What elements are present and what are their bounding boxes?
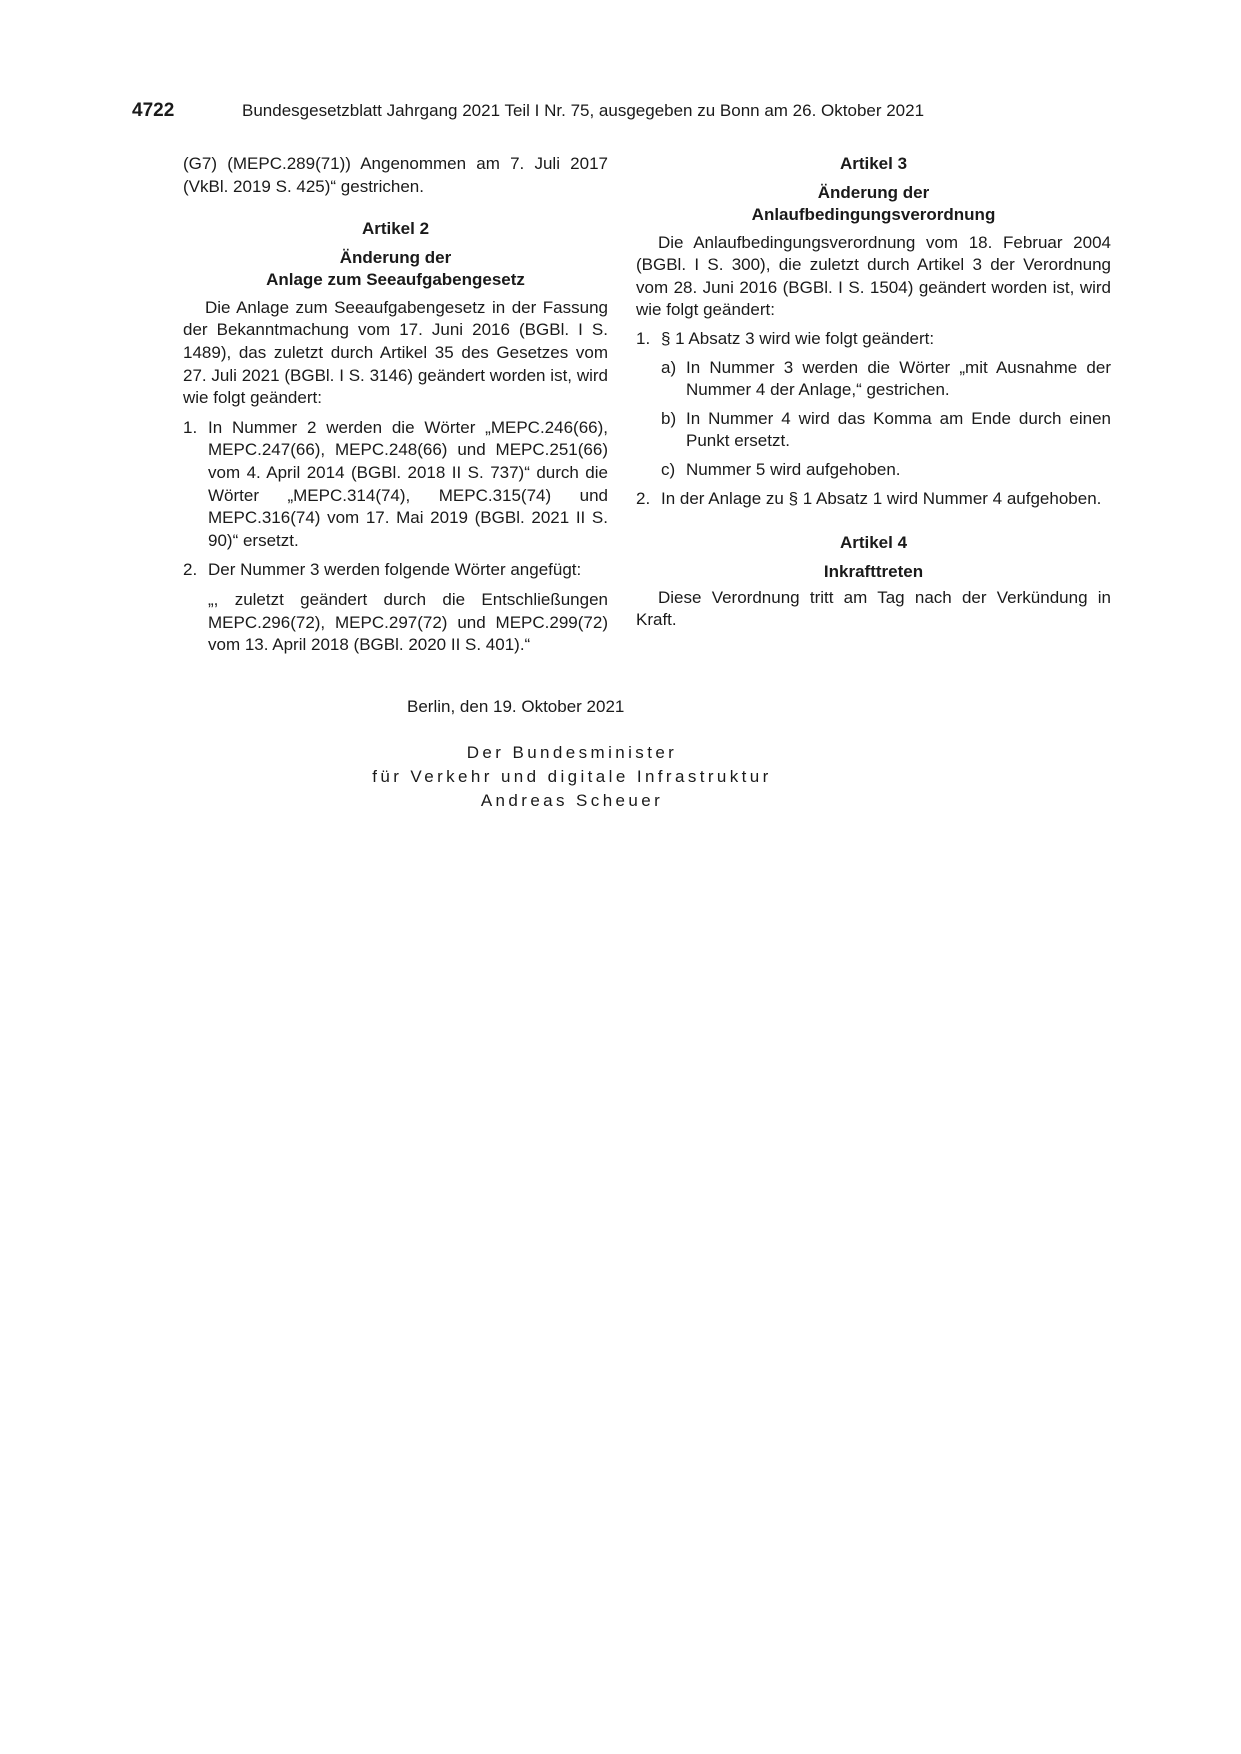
item-number: 2. — [636, 488, 651, 508]
subitem-letter: c) — [661, 459, 676, 479]
article-2-item-2 — [183, 559, 608, 582]
signature-title: Der Bundesminister — [466, 743, 678, 762]
article-4-title: Artikel 4 — [839, 533, 908, 553]
item-number: 1. — [636, 328, 651, 348]
page-number: 4722 — [132, 100, 175, 121]
item-number: 2. — [183, 560, 198, 580]
subitem-text: In Nummer 3 werden die Wörter „mit Ausnahme der Nummer 4 der Anlage,“ gestrichen. — [686, 357, 1111, 400]
article-2-item-1 — [183, 417, 608, 553]
continuation-text: (G7) (MEPC.289(71)) Angenommen am 7. Juli 2017 (VkBl. 2019 S. 425)“ gestrichen. — [183, 154, 608, 196]
signature-block — [357, 741, 787, 813]
article-2-subtitle-line2: Anlage zum Seeaufgabengesetz — [266, 269, 525, 289]
place-date: Berlin, den 19. Oktober 2021 — [407, 697, 625, 716]
article-3-subitem-a — [636, 357, 1111, 402]
article-2-intro: Die Anlage zum Seeaufgabengesetz in der Fassung der Bekanntmachung vom 17. Juni 2016 (BGBl. I S. 1489), das zuletzt durch Artikel 35 des Gesetzes vom 27. Juli 2021 (BGBl. I S. 3146) geändert worden ist, wird wie folgt geändert: — [183, 297, 608, 408]
item-text: In der Anlage zu § 1 Absatz 1 wird Nummer 4 aufgehoben. — [661, 488, 1102, 508]
article-3-title: Artikel 3 — [839, 154, 908, 173]
item-number: 1. — [183, 417, 198, 437]
article-3-subtitle-line1: Änderung der — [817, 182, 930, 202]
article-3-item-1 — [636, 328, 1111, 351]
right-column — [636, 153, 1111, 632]
subitem-letter: a) — [661, 357, 677, 377]
item-text: Der Nummer 3 werden folgende Wörter angefügt: — [208, 560, 582, 580]
running-head: Bundesgesetzblatt Jahrgang 2021 Teil I Nr. 75, ausgegeben zu Bonn am 26. Oktober 2021 — [242, 101, 925, 120]
article-3-subtitle-line2: Anlaufbedingungsverordnung — [751, 204, 996, 224]
item-text: In Nummer 2 werden die Wörter „MEPC.246(66), MEPC.247(66), MEPC.248(66) und MEPC.251(66) vom 4. April 2014 (BGBl. 2018 II S. 737)“ durch die Wörter „MEPC.314(74), MEPC.315(74) und MEPC.316(74) vom 17. Mai 2019 (BGBl. 2021 II S. 90)“ ersetzt. — [208, 417, 608, 550]
article-4-text: Diese Verordnung tritt am Tag nach der Verkündung in Kraft. — [636, 587, 1111, 630]
article-3-item-2 — [636, 488, 1111, 511]
signature-ministry: für Verkehr und digitale Infrastruktur — [372, 767, 772, 786]
article-3-intro: Die Anlaufbedingungsverordnung vom 18. Februar 2004 (BGBl. I S. 300), die zuletzt durch Artikel 3 der Verordnung vom 28. Juni 2016 (BGBl. I S. 1504) geändert worden ist, wird wie folgt geändert: — [636, 232, 1111, 320]
article-3-subitem-c — [636, 459, 1111, 482]
signature-name: Andreas Scheuer — [480, 791, 664, 810]
subitem-text: Nummer 5 wird aufgehoben. — [686, 459, 901, 479]
article-2-subtitle-line1: Änderung der — [339, 247, 452, 267]
page-header — [132, 100, 1002, 126]
subitem-text: In Nummer 4 wird das Komma am Ende durch einen Punkt ersetzt. — [686, 408, 1111, 451]
item-text: § 1 Absatz 3 wird wie folgt geändert: — [661, 328, 935, 348]
article-2-quote: „, zuletzt geändert durch die Entschließungen MEPC.296(72), MEPC.297(72) und MEPC.299(72) vom 13. April 2018 (BGBl. 2020 II S. 401).“ — [208, 589, 608, 655]
article-3-subitem-b — [636, 408, 1111, 453]
left-column — [183, 153, 608, 657]
article-2-title: Artikel 2 — [361, 219, 430, 239]
article-4-subtitle: Inkrafttreten — [823, 561, 924, 581]
subitem-letter: b) — [661, 408, 677, 428]
